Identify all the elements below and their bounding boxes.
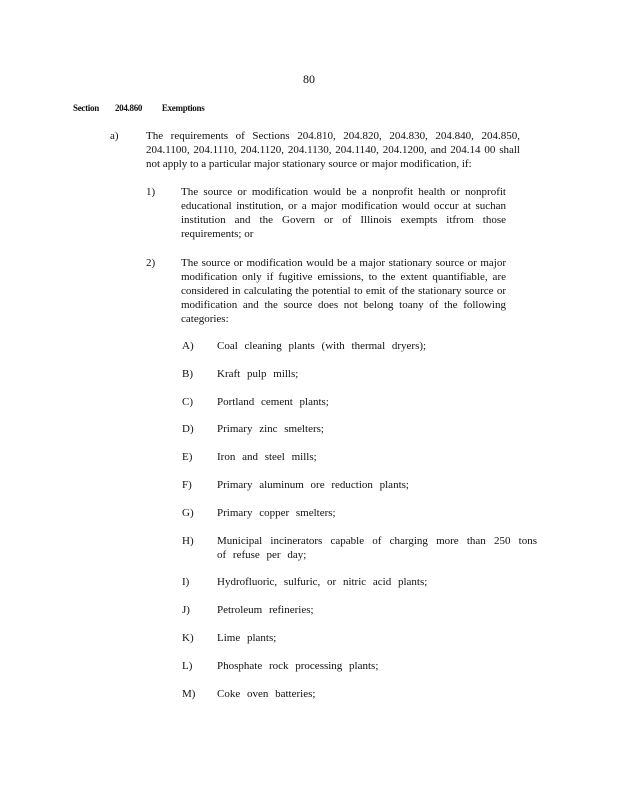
category-marker: D) [182, 423, 194, 435]
paragraph-a [110, 129, 520, 171]
paragraph-a-marker: a) [110, 130, 119, 142]
paragraph-a-text: The requirements of Sections 204.810, 204.820, 204.830, 204.840, 204.850, 204.1100, 204.1110, 204.1120, 204.1130, 204.1140, 204.1200, and 204.14 00 shall not apply to a particular major stationary source or major modification, if: [146, 130, 520, 170]
category-text: Kraft pulp mills; [217, 368, 299, 380]
page-number: 80 [303, 72, 315, 86]
category-item [182, 422, 537, 436]
category-item [182, 534, 537, 562]
category-marker: M) [182, 688, 196, 700]
category-text: Iron and steel mills; [217, 451, 317, 463]
category-item [182, 506, 537, 520]
subparagraph-2-text: The source or modification would be a major stationary source or major modification only if fugitive emissions, to the extent quantifiable, are considered in calculating the potential to emit of the stationary source or modification and the source does not belong toany of the following categories: [181, 257, 506, 325]
category-marker: F) [182, 479, 192, 491]
category-marker: E) [182, 451, 193, 463]
section-heading [73, 103, 204, 113]
category-text: Hydrofluoric, sulfuric, or nitric acid plants; [217, 576, 428, 588]
category-item [182, 631, 537, 645]
category-item [182, 367, 537, 381]
category-item [182, 575, 537, 589]
category-text: Primary aluminum ore reduction plants; [217, 479, 409, 491]
section-label: Section [73, 103, 99, 113]
category-marker: K) [182, 632, 194, 644]
subparagraph-1-marker: 1) [146, 186, 156, 198]
category-item [182, 339, 537, 353]
category-text: Primary zinc smelters; [217, 423, 324, 435]
category-marker: H) [182, 535, 194, 547]
category-text: Petroleum refineries; [217, 604, 314, 616]
category-marker: A) [182, 340, 194, 352]
category-text: Lime plants; [217, 632, 277, 644]
subparagraph-2 [146, 256, 506, 326]
category-text: Portland cement plants; [217, 396, 329, 408]
category-text: Municipal incinerators capable of charging more than 250 tons of refuse per day; [217, 535, 537, 561]
category-item [182, 478, 537, 492]
section-title: Exemptions [161, 103, 205, 113]
subparagraph-2-marker: 2) [146, 257, 156, 269]
category-marker: G) [182, 507, 194, 519]
category-item [182, 659, 537, 673]
category-item [182, 450, 537, 464]
category-item [182, 603, 537, 617]
category-item [182, 395, 537, 409]
category-marker: J) [182, 604, 190, 616]
category-text: Coal cleaning plants (with thermal dryers); [217, 340, 427, 352]
section-number: 204.860 [114, 103, 143, 113]
category-text: Phosphate rock processing plants; [217, 660, 379, 672]
subparagraph-1 [146, 185, 506, 241]
category-marker: C) [182, 396, 193, 408]
subparagraph-1-text: The source or modification would be a nonprofit health or nonprofit educational institution, or a major modification would occur at suchan institution and the Govern or of Illinois exempts itfrom those requirements; or [181, 186, 506, 240]
category-marker: I) [182, 576, 190, 588]
category-text: Primary copper smelters; [217, 507, 336, 519]
category-marker: L) [182, 660, 193, 672]
category-item [182, 687, 537, 701]
category-marker: B) [182, 368, 193, 380]
category-text: Coke oven batteries; [217, 688, 316, 700]
